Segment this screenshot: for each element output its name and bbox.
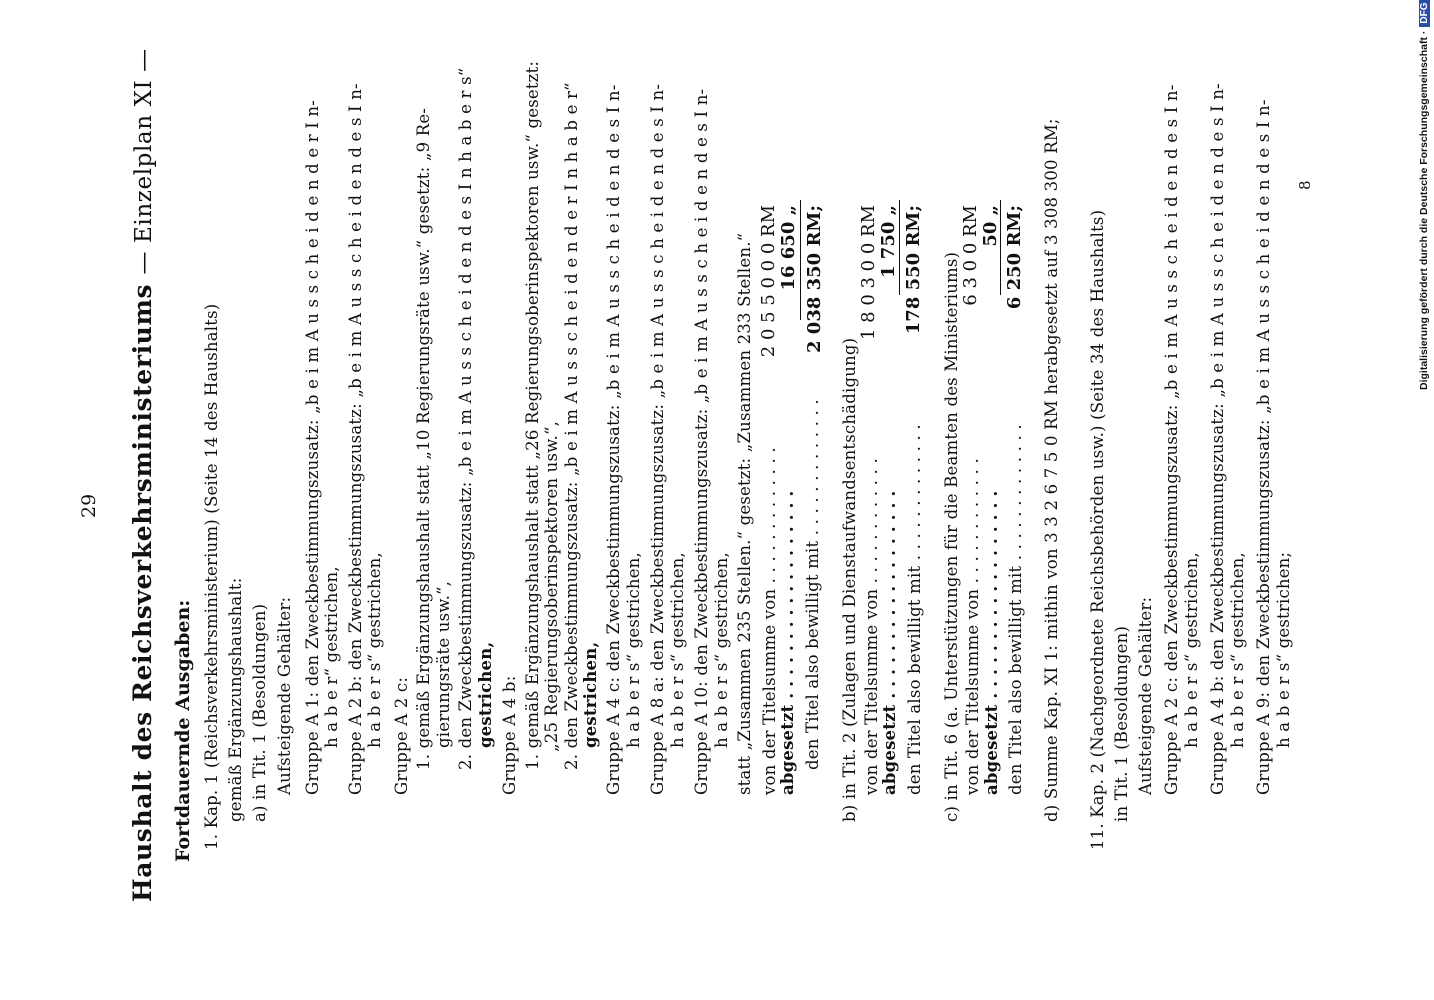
digitization-credit [1418,0,1430,390]
amount-value: 1 8 0 3 0 0 RM [858,205,879,341]
text-line: gestrichen, [581,641,600,748]
text-line: 11. Kap. 2 (Nachgeordnete Reichsbehörden usw.) (Seite 34 des Haushalts) [1088,209,1107,850]
text-line: c) in Tit. 6 (a. Unterstützungen für die Beamten des Ministeriums) [942,251,961,822]
text-line: den Titel also bewilligt mit . . . . . . . . . . . . . [1006,424,1025,795]
text-line: b) in Tit. 2 (Zulagen und Dienstaufwandsentschädigung) [840,337,859,822]
text-line: abgesetzt . . . . . . . . . . . . . . . . . . [880,490,899,795]
amount-value: 16 650 „ [778,205,799,291]
text-line: Aufsteigende Gehälter: [1136,596,1155,795]
text-line: Gruppe A 4 b: [500,675,519,795]
page-number: 29 [78,493,100,518]
text-line: h a b e r s“ gestrichen, [624,552,643,748]
text-line: h a b e r“ gestrichen, [322,566,341,748]
text-line: Gruppe A 9: den Zweckbestimmungszusatz: „b e i m A u s s c h e i d e n d e s I n- [1254,99,1273,795]
text-line: Aufsteigende Gehälter: [275,596,294,795]
text-line: Gruppe A 4 b: den Zweckbestimmungszusatz: „b e i m A u s s c h e i d e n d e s I n- [1208,83,1227,795]
sum-rule [899,200,900,295]
text-line: h a b e r s“ gestrichen, [668,552,687,748]
text-line: gierungsräte usw.“, [434,580,453,748]
amount-value: 2 0 5 5 0 0 0 RM [758,205,779,358]
sum-rule [1000,200,1001,295]
text-line: von der Titelsumme von . . . . . . . . . . . . . [760,447,779,795]
text-line: abgesetzt . . . . . . . . . . . . . . . . . . [778,490,797,795]
text-line: in Tit. 1 (Besoldungen) [1112,625,1131,822]
text-line: Gruppe A 2 b: den Zweckbestimmungszusatz: „b e i m A u s s c h e i d e n d e s I n- [346,83,365,795]
sum-rule [800,200,801,320]
text-line: gestrichen, [476,641,495,748]
text-line: Gruppe A 1: den Zweckbestimmungszusatz: „b e i m A u s s c h e i d e n d e r I n- [303,99,322,795]
title-plan: — Einzelplan XI — [131,48,157,275]
text-line: h a b e r s“ gestrichen, [712,552,731,748]
text-line: h a b e r s“ gestrichen, [1182,552,1201,748]
text-line: von der Titelsumme von . . . . . . . . . . . . [862,458,881,795]
text-line: 2. den Zweckbestimmungszusatz: „b e i m A u s s c h e i d e n d e s I n h a b e r s“ [456,67,475,770]
text-line: „25 Regierungsoberinspektoren usw.“, [542,420,561,752]
text-line: von der Titelsumme von . . . . . . . . . . . . [963,458,982,795]
amount-value: 1 750 „ [878,205,899,278]
text-line: a) in Tit. 1 (Besoldungen) [250,603,269,822]
credit-text: Digitalisierung gefördert durch die Deutsche Forschungsgemeinschaft · [1418,30,1430,390]
text-line: Gruppe A 2 c: [392,676,411,795]
amount-value: 6 3 0 0 RM [960,205,981,306]
section-heading: Fortdauernde Ausgaben: [172,599,194,862]
text-line: d) Summe Kap. XI 1: mithin von 3 3 2 6 7 5 0 RM herabgesetzt auf 3 308 300 RM; [1042,118,1061,822]
amount-value: 2 038 350 RM; [804,205,825,353]
text-line: h a b e r s“ gestrichen, [365,552,384,748]
text-line: statt „Zusammen 235 Stellen.“ gesetzt: „Zusammen 233 Stellen.“ [735,232,754,795]
text-line: h a b e r s“ gestrichen; [1274,551,1293,748]
text-line: Gruppe A 8 a: den Zweckbestimmungszusatz: „b e i m A u s s c h e i d e n d e s I n- [648,83,667,795]
text-line: den Titel also bewilligt mit . . . . . . . . . . . . . [905,424,924,795]
text-line: 1. gemäß Ergänzungshaushalt statt „26 Regierungsoberinspektoren usw.“ gesetzt: [523,60,542,770]
amount-value: 50 „ [980,205,1001,247]
text-line: Gruppe A 4 c: den Zweckbestimmungszusatz: „b e i m A u s s c h e i d e n d e s I n- [604,84,623,795]
amount-value: 178 550 RM; [903,205,924,335]
text-line: 1. gemäß Ergänzungshaushalt statt „10 Regierungsräte usw.“ gesetzt: „9 Re- [414,107,433,770]
page-title [128,48,157,902]
text-line: Gruppe A 2 c: den Zweckbestimmungszusatz: „b e i m A u s s c h e i d e n d e s I n- [1162,84,1181,795]
title-main: Haushalt des Reichsverkehrsministeriums [128,283,157,902]
text-line: abgesetzt . . . . . . . . . . . . . . . . . . [982,490,1001,795]
text-line: den Titel also bewilligt mit . . . . . . . . . . . . . [803,399,822,770]
text-line: h a b e r s“ gestrichen, [1228,552,1247,748]
text-line: Gruppe A 10: den Zweckbestimmungszusatz: „b e i m A u s s c h e i d e n d e s I n- [692,88,711,795]
text-line: 2. den Zweckbestimmungszusatz: „b e i m A u s s c h e i d e n d e r I n h a b e r“ [562,82,581,770]
dfg-logo: DFG [1419,0,1430,27]
amount-value: 6 250 RM; [1004,205,1025,310]
footer-number: 8 [1296,180,1314,190]
text-line: 1. Kap. 1 (Reichsverkehrsministerium) (Seite 14 des Haushalts) [202,303,221,850]
text-line: gemäß Ergänzungshaushalt: [226,577,245,822]
